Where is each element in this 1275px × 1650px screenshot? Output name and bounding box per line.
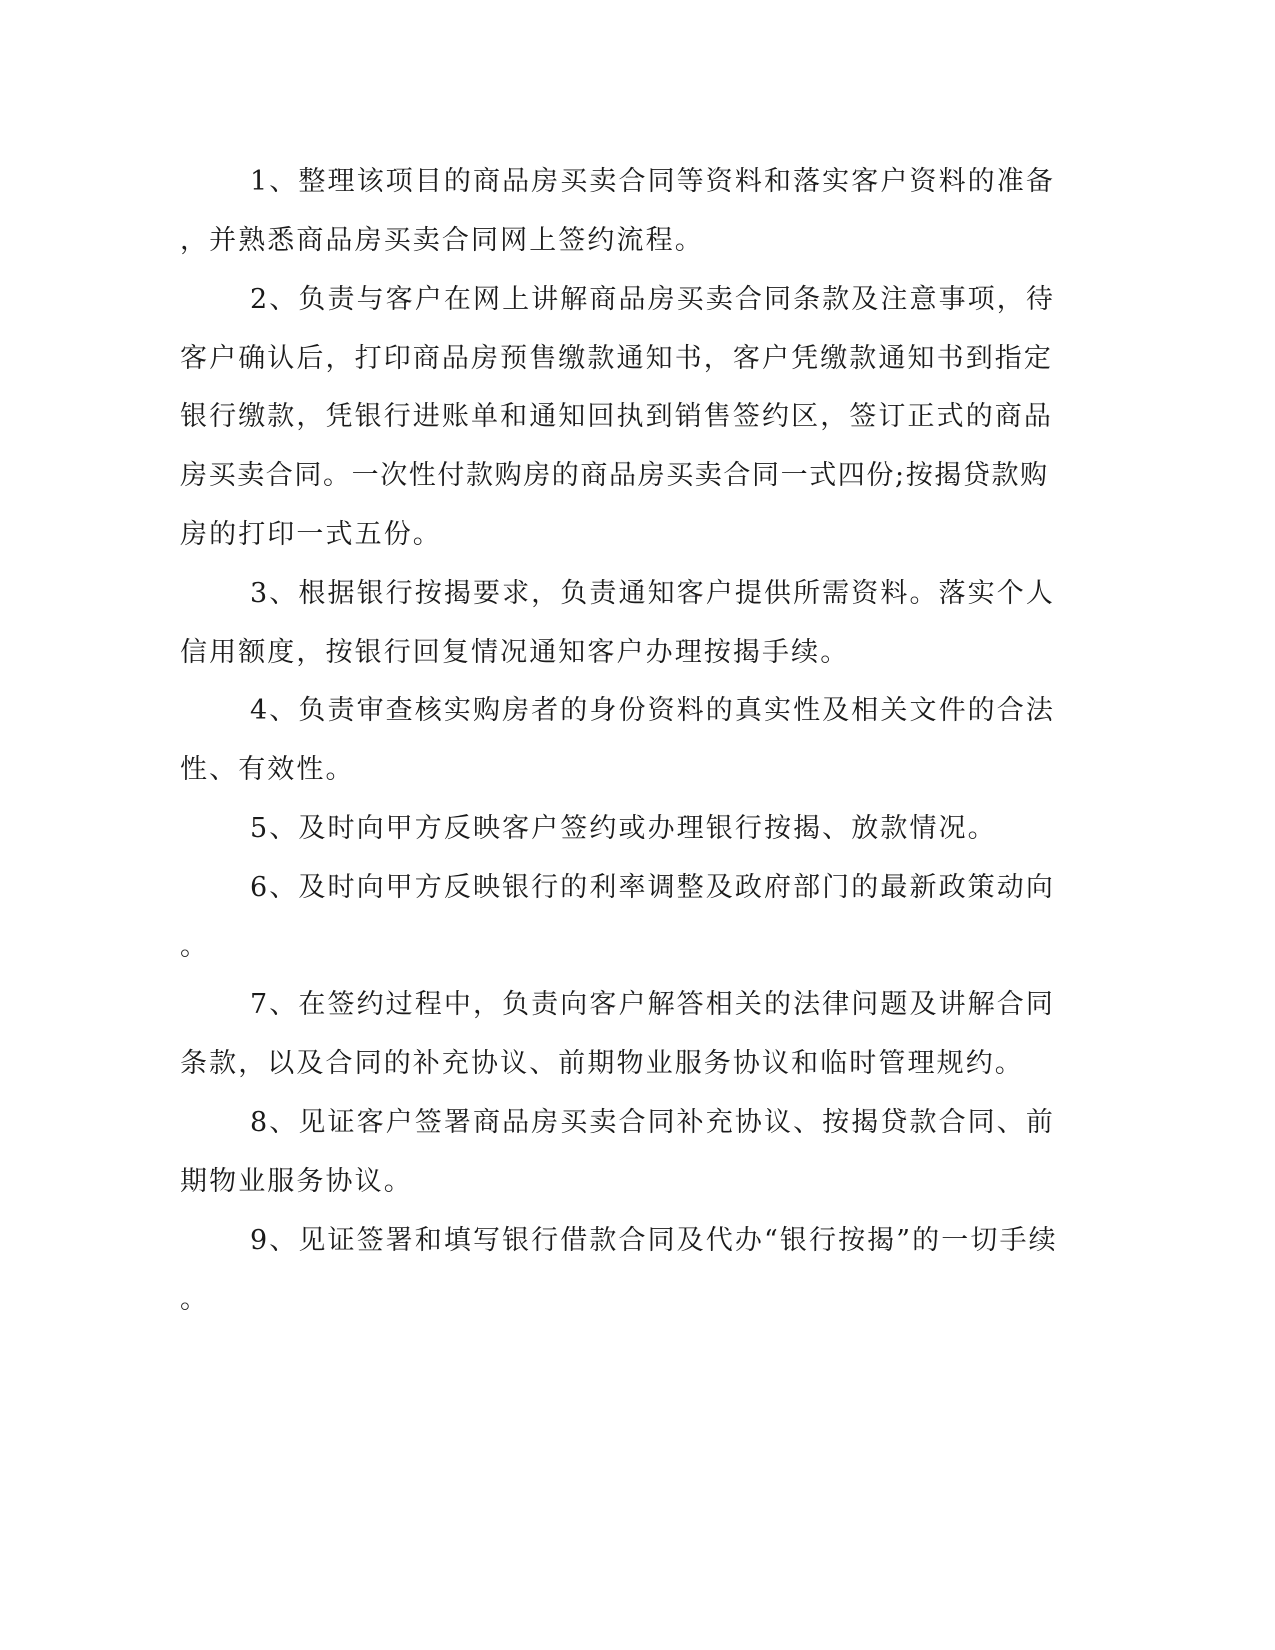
- item-7-line-1: 7、在签约过程中，负责向客户解答相关的法律问题及讲解合同: [250, 989, 1055, 1020]
- item-2-line-2: 客户确认后，打印商品房预售缴款通知书，客户凭缴款通知书到指定: [180, 343, 1053, 374]
- item-2-line-4: 房买卖合同。一次性付款购房的商品房买卖合同一式四份;按揭贷款购: [180, 460, 1049, 491]
- item-9-line-2: 。: [180, 1284, 210, 1315]
- item-8-line-2: 期物业服务协议。: [180, 1166, 413, 1197]
- item-6-line-1: 6、及时向甲方反映银行的利率调整及政府部门的最新政策动向: [250, 872, 1055, 903]
- item-2-line-1: 2、负责与客户在网上讲解商品房买卖合同条款及注意事项，待: [250, 284, 1055, 315]
- item-4-line-1: 4、负责审查核实购房者的身份资料的真实性及相关文件的合法: [250, 695, 1055, 726]
- item-2-line-5: 房的打印一式五份。: [180, 519, 442, 550]
- item-1-line-2: ，并熟悉商品房买卖合同网上签约流程。: [180, 225, 704, 256]
- item-1-line-1: 1、整理该项目的商品房买卖合同等资料和落实客户资料的准备: [250, 166, 1055, 197]
- item-6-line-2: 。: [180, 931, 210, 962]
- item-3-line-2: 信用额度，按银行回复情况通知客户办理按揭手续。: [180, 637, 850, 668]
- item-9-line-1: 9、见证签署和填写银行借款合同及代办“银行按揭”的一切手续: [250, 1225, 1058, 1256]
- item-4-line-2: 性、有效性。: [180, 754, 355, 785]
- item-8-line-1: 8、见证客户签署商品房买卖合同补充协议、按揭贷款合同、前: [250, 1107, 1055, 1138]
- item-5-line-1: 5、及时向甲方反映客户签约或办理银行按揭、放款情况。: [250, 813, 997, 844]
- item-7-line-2: 条款，以及合同的补充协议、前期物业服务协议和临时管理规约。: [180, 1048, 1024, 1079]
- item-2-line-3: 银行缴款，凭银行进账单和通知回执到销售签约区，签订正式的商品: [180, 401, 1053, 432]
- item-3-line-1: 3、根据银行按揭要求，负责通知客户提供所需资料。落实个人: [250, 578, 1055, 609]
